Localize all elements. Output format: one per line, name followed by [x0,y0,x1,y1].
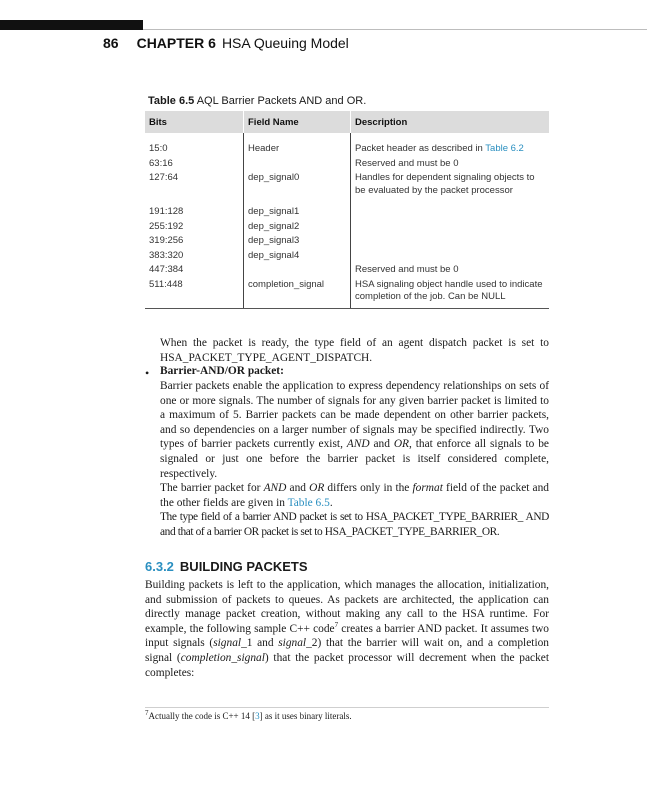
text-run: , that enforce all signals to be signaled or just one before the barrier packet is itself considered complete, respectively. [160,438,549,480]
field-cell: dep_signal3 [244,234,351,249]
text-run: and [369,438,394,451]
section-heading [145,559,308,574]
emphasis-or: OR [393,438,409,451]
description-cell: Reserved and must be 0 [351,157,550,172]
text-run: ] as it uses binary literals. [259,711,352,721]
footnote [145,711,352,721]
description-cell [351,220,550,235]
paragraph-barrier-intro [160,379,549,481]
table-header-row [145,111,549,133]
text-run: Building packets is left to the application, which manages the allocation, initialization, and submission of packets to queues. As packets are architected, the application can directly manage packet creation, without making any call to the HSA runtime. For example, the following sample C++ code [145,579,549,635]
table-reference-link[interactable]: Table 6.2 [485,143,524,154]
field-cell: dep_signal2 [244,220,351,235]
bits-cell: 15:0 [149,143,168,154]
paragraph-barrier-format [160,481,549,510]
text-run: . [329,496,333,509]
header-rule [143,29,647,30]
emphasis-completion-signal: completion_signal [180,651,265,664]
section-title: BUILDING PACKETS [179,559,308,574]
description-cell [351,249,550,264]
footnote-marker[interactable]: 7 [334,620,339,629]
table-row [145,171,549,205]
text-run: field of the packet and the other fields are given in [160,482,549,509]
bits-cell: 319:256 [149,235,184,246]
bits-cell: 191:128 [149,206,184,217]
table-reference-link[interactable]: Table 6.5 [287,496,330,509]
footnote-number: 7 [145,709,149,717]
bits-cell: 511:448 [145,278,244,309]
page-number: 86 [103,35,119,51]
table-caption [148,95,366,107]
field-cell: completion_signal [244,278,351,309]
bits-cell: 447:384 [149,264,184,275]
field-cell: dep_signal1 [244,205,351,220]
paragraph-agent-dispatch: When the packet is ready, the type field of an agent dispatch packet is set to HSA_PACKET_TYPE_AGENT_DISPATCH. [160,337,549,364]
description-cell [351,234,550,249]
table-row [145,133,549,157]
barrier-packet-table [145,111,549,309]
table-title: AQL Barrier Packets AND and OR. [196,95,367,107]
field-cell: dep_signal0 [244,171,351,205]
text-run: The barrier packet for [160,482,264,494]
emphasis-or: OR [309,482,325,494]
citation-link[interactable]: 3 [255,711,260,721]
chapter-label: CHAPTER 6 [136,35,216,51]
text-run: ) that the packet processor will decrement when the packet completes: [145,651,549,679]
description-text: Packet header as described in [355,143,486,154]
text-run: _2) that the barrier will wait on, and a completion signal ( [145,637,549,664]
header-accent-bar [0,20,143,30]
footnote-rule [145,707,549,708]
emphasis-signal: signal [213,637,242,650]
column-header-description: Description [351,111,550,133]
text-run: differs only in the [324,482,413,494]
text-run: _1 and [241,637,279,650]
text-run: creates a barrier AND packet. It assumes two input signals ( [145,622,549,650]
table-row [145,205,549,220]
emphasis-and: AND [346,438,370,451]
chapter-title: HSA Queuing Model [221,35,349,51]
bullet-title: Barrier-AND/OR packet: [160,365,284,377]
bullet-dot: • [145,366,150,380]
text-run: Actually the code is C++ 14 [ [148,711,256,721]
table-row [145,220,549,235]
description-cell: Reserved and must be 0 [351,263,550,278]
text-run: and [286,482,310,494]
bits-cell: 255:192 [149,220,184,232]
column-header-field-name: Field Name [244,111,351,133]
field-cell: dep_signal4 [244,249,351,264]
emphasis-and: AND [263,482,287,494]
emphasis-signal: signal [278,637,307,650]
field-cell [244,263,351,278]
text-run: Barrier packets enable the application to express dependency relationships on sets of one or more signals. The number of signals for any given barrier packet is limited to a maximum of 5. Barrier packets can be made dependent on other barrier packets, and so dependencies on a larger number of signals may be specified indirectly. Two types of barrier packets currently exist, [160,380,549,451]
emphasis-format: format [412,482,443,494]
bits-cell: 127:64 [149,172,179,183]
paragraph-barrier-type: The type field of a barrier AND packet is set to HSA_PACKET_TYPE_BARRIER_ AND and that of a barrier OR packet is set to HSA_PACKET_TYPE_BARRIER_OR. [160,511,549,538]
table-row [145,157,549,172]
description-cell [351,133,550,157]
paragraph-building-packets [145,578,549,680]
section-number: 6.3.2 [145,559,174,574]
table-row [145,263,549,278]
description-cell: Handles for dependent signaling objects to be evaluated by the packet processor [351,171,550,205]
column-header-bits: Bits [145,111,244,133]
description-cell: HSA signaling object handle used to indicate completion of the job. Can be NULL [351,278,550,309]
table-row [145,249,549,264]
description-cell [351,205,550,220]
field-cell [244,157,351,172]
table-row [145,234,549,249]
bits-cell: 63:16 [149,157,173,169]
bits-cell: 383:320 [149,249,184,261]
field-cell: Header [244,133,351,157]
running-header [103,35,349,51]
table-row [145,278,549,309]
table-number: Table 6.5 [148,95,195,107]
